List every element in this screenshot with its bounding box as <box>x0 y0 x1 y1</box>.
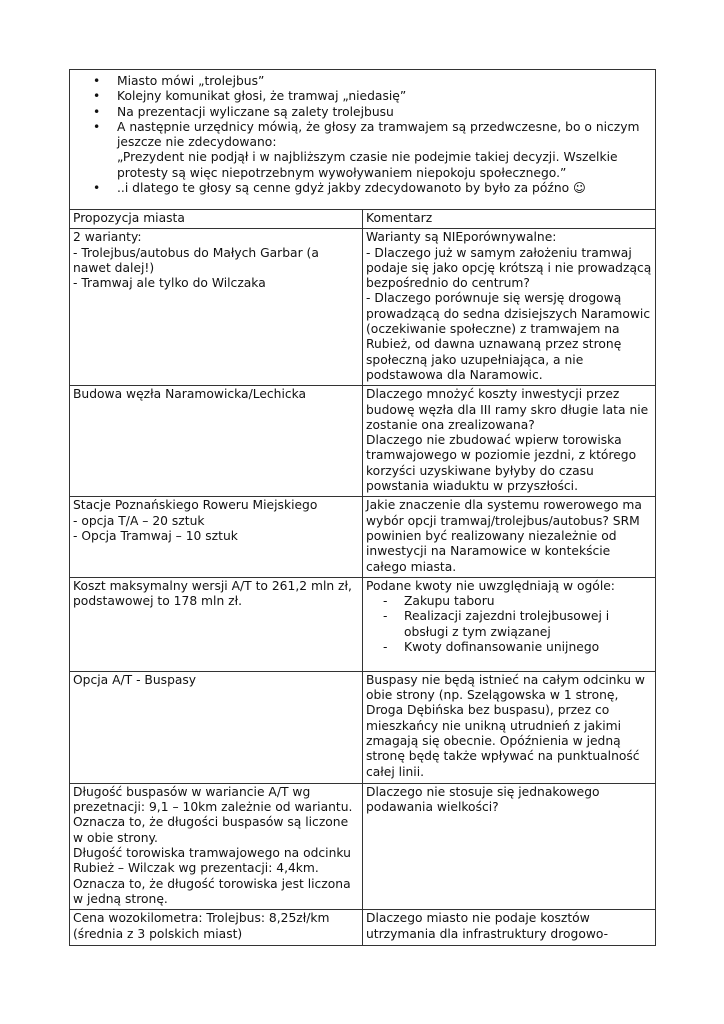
table-row <box>70 386 656 497</box>
bullet-icon: • <box>93 119 101 134</box>
intro-bullet: • Kolejny komunikat głosi, że tramwaj „niedasię” <box>93 89 407 104</box>
comment-text: Podane kwoty nie uwzględniają w ogóle: <box>366 578 615 593</box>
proposal-cell: Stacje Poznańskiego Roweru Miejskiego - opcja T/A – 20 sztuk - Opcja Tramwaj – 10 sztuk <box>70 497 363 577</box>
comment-cell: Dlaczego miasto nie podaje kosztów utrzymania dla infrastruktury drogowo- <box>363 910 656 946</box>
column-header-proposal: Propozycja miasta <box>70 210 363 229</box>
intro-row <box>70 70 656 210</box>
proposal-cell: Cena wozokilometra: Trolejbus: 8,25zł/km (średnia z 3 polskich miast) <box>70 910 363 946</box>
proposal-cell: Koszt maksymalny wersji A/T to 261,2 mln zł, podstawowej to 178 mln zł. <box>70 577 363 671</box>
comment-cell: Dlaczego mnożyć koszty inwestycji przez budowę węzła dla III ramy skro długie lata nie zostanie ona zrealizowana? Dlaczego nie zbudować wpierw torowiska tramwajowego w poziomie jezdni, z którego korzyści uzyskiwane byłyby do czasu powstania wiaduktu w przyszłości. <box>363 386 656 497</box>
bullet-icon: • <box>93 89 101 104</box>
comment-cell: Jakie znaczenie dla systemu rowerowego ma wybór opcji tramwaj/trolejbus/autobus? SRM powinien być realizowany niezależnie od inwestycji na Naramowice w kontekście całego miasta. <box>363 497 656 577</box>
dash-icon: - <box>383 594 388 609</box>
proposal-cell: 2 warianty: - Trolejbus/autobus do Małych Garbar (a nawet dalej!) - Tramwaj ale tylko do Wilczaka <box>70 229 363 386</box>
list-item: - Kwoty dofinansowanie unijnego <box>383 640 600 655</box>
table-row <box>70 497 656 577</box>
column-header-comment: Komentarz <box>363 210 656 229</box>
comment-cell: Warianty są NIEporównywalne: - Dlaczego już w samym założeniu tramwaj podaje się jako opcję krótszą i nie prowadzącą bezpośrednio do centrum? - Dlaczego porównuje się wersję drogową prowadzącą do sedna dzisiejszych Naramowic (oczekiwanie społeczne) z tramwajem na Rubież, od dawna uznawaną przez stronę społeczną jako uzupełniająca, a nie podstawowa dla Naramowic. <box>363 229 656 386</box>
table-row <box>70 229 656 386</box>
table-row <box>70 577 656 671</box>
list-item: - Realizacji zajezdni trolejbusowej i obsługi z tym związanej <box>383 609 610 639</box>
intro-bullet-list <box>73 74 652 196</box>
intro-bullet: • Na prezentacji wyliczane są zalety trolejbusu <box>93 104 394 119</box>
comment-cell: Buspasy nie będą istnieć na całym odcinku w obie strony (np. Szelągowska w 1 stronę, Droga Dębińska bez buspasu), przez co mieszkańcy nie unikną utrudnień z jakimi zmagają się obecnie. Opóźnienia w jedną stronę będę także wpływać na punktualność całej linii. <box>363 671 656 783</box>
table-row <box>70 910 656 946</box>
dash-icon: - <box>383 640 388 655</box>
intro-cell <box>70 70 656 210</box>
intro-bullet: • A następnie urzędnicy mówią, że głosy za tramwajem są przedwczesne, bo o niczym jeszcze nie zdecydowano: „Prezydent nie podjął i w najbliższym czasie nie podejmie takiej decyzji. Wszelkie protesty są więc niepotrzebnym wywoływaniem niepokoju społecznego.” <box>93 119 640 180</box>
proposal-cell: Długość buspasów w wariancie A/T wg prezetnacji: 9,1 – 10km zależnie od wariantu. Oznacza to, że długości buspasów są liczone w obie strony. Długość torowiska tramwajowego na odcinku Rubież – Wilczak wg prezentacji: 4,4km. Oznacza to, że długość torowiska jest liczona w jedną stronę. <box>70 783 363 909</box>
proposal-cell: Opcja A/T - Buspasy <box>70 671 363 783</box>
list-item: - Zakupu taboru <box>383 594 495 609</box>
intro-bullet: • ..i dlatego te głosy są cenne gdyż jakby zdecydowanoto by było za późno ☺ <box>93 181 586 196</box>
comment-cell <box>363 577 656 671</box>
cost-omission-list <box>366 594 652 655</box>
dash-icon: - <box>383 609 388 624</box>
table-row <box>70 783 656 909</box>
bullet-icon: • <box>93 74 101 88</box>
proposal-cell: Budowa węzła Naramowicka/Lechicka <box>70 386 363 497</box>
table-row <box>70 671 656 783</box>
table-header-row <box>70 210 656 229</box>
bullet-icon: • <box>93 104 101 119</box>
comment-cell: Dlaczego nie stosuje się jednakowego podawania wielkości? <box>363 783 656 909</box>
intro-bullet: • Miasto mówi „trolejbus” <box>93 74 265 88</box>
comments-table <box>69 69 656 946</box>
bullet-icon: • <box>93 181 101 196</box>
